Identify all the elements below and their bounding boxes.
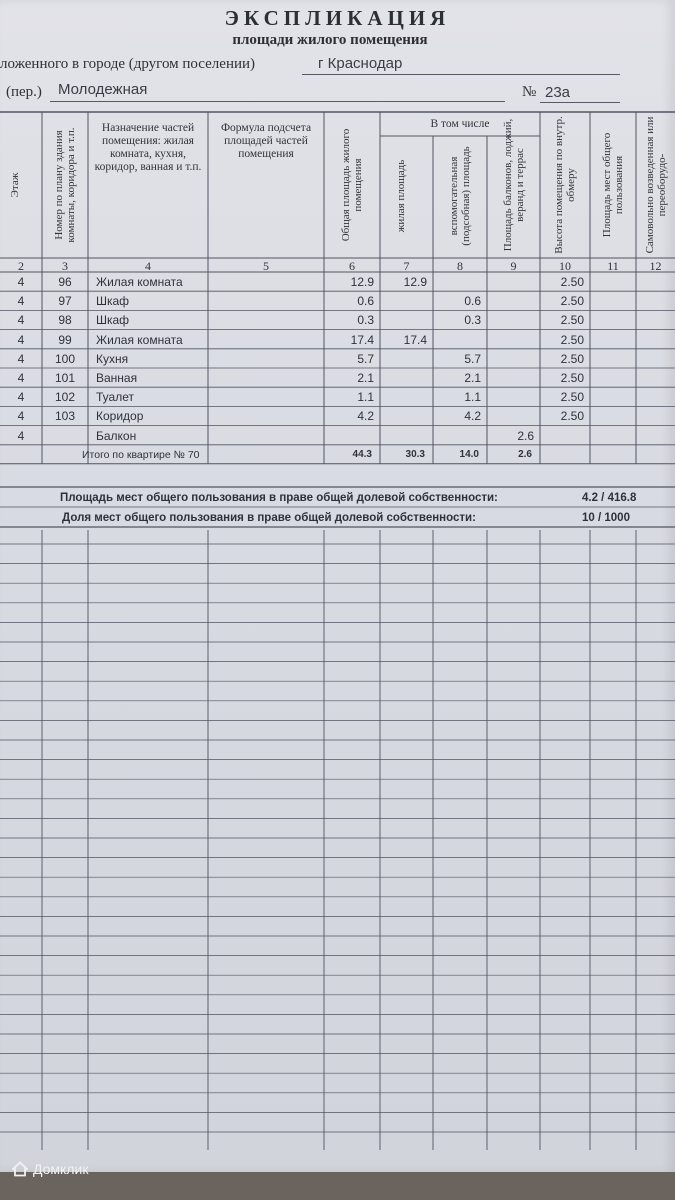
domclick-watermark	[12, 1161, 88, 1177]
watermark-text: Домклик	[33, 1161, 89, 1177]
background-surface	[0, 1172, 675, 1200]
column-header-5: Формула подсчета площадей частей помещения	[220, 122, 312, 160]
column-header-10: Высота помещения по внутр. обмеру	[553, 116, 577, 254]
row-3-aux: 0.3	[464, 313, 481, 328]
row-2-purpose: Шкаф	[96, 294, 130, 309]
row-5-aux: 5.7	[464, 351, 481, 366]
column-number-2: 2	[18, 259, 24, 273]
row-3-purpose: Шкаф	[96, 313, 130, 328]
column-header-4: Назначение частей помещения: жилая комната, кухня, коридор, ванная и т.п.	[94, 122, 202, 173]
number-value: 23а	[545, 84, 571, 101]
row-7-height: 2.50	[560, 390, 584, 405]
common-area-label: Площадь мест общего пользования в праве общей долевой собственности:	[60, 492, 498, 504]
row-4-living: 17.4	[403, 332, 427, 347]
row-4-total: 17.4	[350, 332, 374, 347]
row-2-height: 2.50	[560, 294, 584, 309]
row-1-floor: 4	[17, 275, 25, 289]
column-number-10: 10	[559, 259, 571, 273]
row-2-room: 97	[58, 294, 72, 309]
document-title: ЭКСПЛИКАЦИЯ	[224, 6, 451, 30]
row-8-aux: 4.2	[464, 409, 481, 424]
column-header-11: Площадь мест общего пользования	[601, 132, 625, 238]
column-header-12: Самовольно возведенная или переоборудо-	[643, 116, 668, 254]
column-header-8: вспомогательная (подсобная) площадь	[448, 146, 472, 246]
row-3-floor: 4	[17, 313, 25, 328]
row-8-room: 103	[54, 409, 76, 424]
row-4-room: 99	[58, 332, 72, 347]
row-8-floor: 4	[17, 409, 25, 424]
totals-total: 44.3	[352, 448, 372, 460]
totals-living: 30.3	[405, 448, 425, 460]
row-2-total: 0.6	[357, 294, 374, 309]
column-number-12: 12	[649, 259, 662, 273]
row-4-floor: 4	[17, 332, 25, 347]
row-5-purpose: Кухня	[96, 351, 129, 366]
totals-balcony: 2.6	[518, 448, 532, 460]
row-8-purpose: Коридор	[96, 409, 144, 424]
column-header-9: Площадь балконов, лоджий, веранд и террас	[501, 118, 526, 252]
totals-aux: 14.0	[459, 448, 479, 460]
column-number-4: 4	[145, 259, 151, 273]
row-6-room: 101	[54, 371, 76, 385]
row-1-living: 12.9	[403, 275, 427, 289]
row-7-room: 102	[54, 390, 76, 405]
group-header: В том числе	[430, 118, 490, 130]
row-7-purpose: Туалет	[96, 390, 134, 405]
row-6-height: 2.50	[560, 371, 584, 385]
row-3-height: 2.50	[560, 313, 584, 328]
row-2-floor: 4	[17, 294, 25, 309]
street-value: Молодежная	[58, 81, 148, 98]
location-label: ложенного в городе (другом поселении)	[0, 56, 256, 72]
row-5-room: 100	[54, 351, 76, 366]
column-header-7: жилая площадь	[394, 159, 407, 233]
row-4-height: 2.50	[560, 332, 584, 347]
row-1-height: 2.50	[560, 275, 584, 289]
row-8-total: 4.2	[357, 409, 374, 424]
row-6-aux: 2.1	[464, 371, 481, 385]
row-2-aux: 0.6	[464, 294, 481, 309]
totals-label: Итого по квартире № 70	[82, 448, 200, 461]
row-9-floor: 4	[17, 428, 25, 443]
row-3-room: 98	[58, 313, 72, 328]
column-header-3: Номер по плану здания комнаты, коридора и т.п.	[53, 127, 77, 243]
row-9-purpose: Балкон	[96, 428, 137, 443]
common-area-value: 4.2 / 416.8	[582, 492, 637, 504]
row-6-floor: 4	[17, 371, 25, 385]
number-label: №	[522, 84, 537, 100]
row-6-purpose: Ванная	[96, 371, 138, 385]
row-5-height: 2.50	[560, 351, 584, 366]
column-header-6: Общая площадь жилого помещения	[340, 128, 364, 242]
location-value: г Краснодар	[318, 55, 403, 72]
street-label: (пер.)	[6, 84, 42, 100]
column-number-8: 8	[457, 259, 463, 273]
column-number-3: 3	[62, 259, 68, 273]
column-number-11: 11	[607, 259, 619, 273]
row-4-purpose: Жилая комната	[96, 332, 183, 347]
common-share-label: Доля мест общего пользования в праве общей долевой собственности:	[62, 512, 476, 524]
column-number-5: 5	[263, 259, 269, 273]
house-icon	[12, 1161, 28, 1177]
row-9-balcony: 2.6	[517, 428, 534, 443]
row-6-total: 2.1	[357, 371, 374, 385]
row-1-total: 12.9	[350, 275, 374, 289]
row-8-height: 2.50	[560, 409, 584, 424]
row-1-room: 96	[58, 275, 72, 289]
row-1-purpose: Жилая комната	[96, 275, 183, 289]
document-subtitle: площади жилого помещения	[232, 32, 428, 48]
column-number-6: 6	[349, 259, 355, 273]
column-number-9: 9	[510, 259, 517, 273]
row-7-floor: 4	[17, 390, 25, 405]
common-share-value: 10 / 1000	[582, 512, 630, 524]
row-3-total: 0.3	[357, 313, 374, 328]
row-5-total: 5.7	[357, 351, 374, 366]
column-number-7: 7	[403, 259, 410, 273]
row-5-floor: 4	[17, 351, 25, 366]
row-7-total: 1.1	[357, 390, 374, 405]
row-7-aux: 1.1	[464, 390, 481, 405]
column-header-2: Этаж	[9, 172, 21, 198]
